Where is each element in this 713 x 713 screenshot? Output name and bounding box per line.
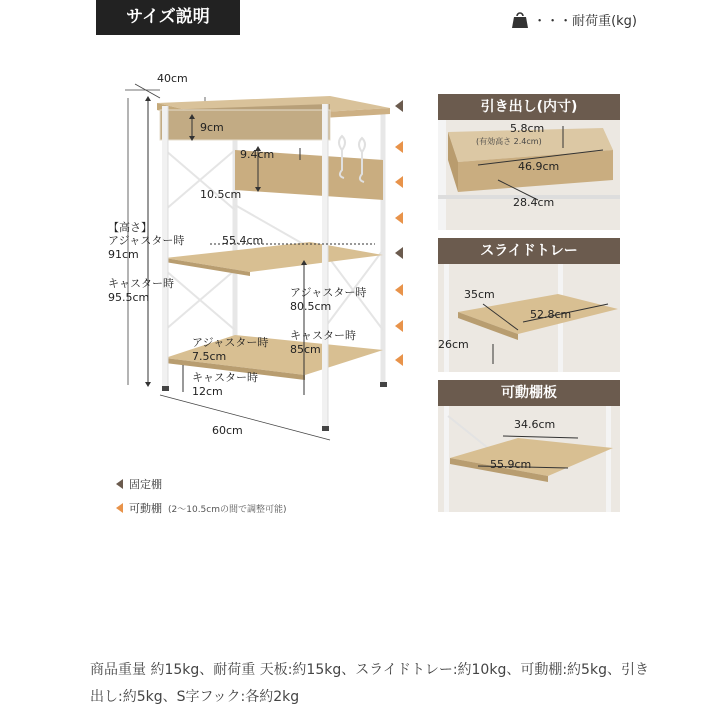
tray-width: 52.8cm	[530, 308, 572, 321]
panel-tray	[438, 264, 620, 372]
movable-marker-3	[395, 212, 403, 224]
load-legend-label: ・・・耐荷重(kg)	[533, 14, 637, 29]
right-adjuster-height: 80.5cm	[290, 300, 332, 313]
drawer-height: 5.8cm	[510, 122, 545, 135]
movable-marker-6	[395, 354, 403, 366]
page-title: サイズ説明	[96, 0, 240, 35]
dim-width-bottom: 60cm	[212, 424, 243, 437]
legend-movable-note: (2〜10.5cmの間で調整可能)	[168, 504, 287, 515]
panel-shelf-title: 可動棚板	[438, 380, 620, 406]
right-caster-label: キャスター時	[290, 329, 356, 342]
panel-drawer-title: 引き出し(内寸)	[438, 94, 620, 120]
panel-drawer	[438, 120, 620, 230]
shelf-depth: 34.6cm	[514, 418, 556, 431]
fixed-marker-top	[395, 100, 403, 112]
dim-width-top: 40cm	[157, 72, 188, 85]
dim-hook-gap: 9.4cm	[240, 148, 275, 161]
dim-drawer-height: 9cm	[200, 121, 224, 134]
drawer-depth: 28.4cm	[513, 196, 555, 209]
panel-tray-title: スライドトレー	[438, 238, 620, 264]
rack-diagram	[95, 60, 425, 450]
drawer-note: (有効高さ 2.4cm)	[476, 137, 542, 146]
movable-marker-1	[395, 141, 403, 153]
footer-weights: 商品重量 約15kg、耐荷重 天板:約15kg、スライドトレー:約10kg、可動棚:約5kg、引き出し:約5kg、S字フック:各約2kg	[90, 662, 649, 705]
adjuster-height: 91cm	[108, 248, 139, 261]
caster-label: キャスター時	[108, 277, 174, 290]
drawer-width: 46.9cm	[518, 160, 560, 173]
dim-upper-gap: 10.5cm	[200, 188, 242, 201]
bottom-caster-label: キャスター時	[192, 371, 258, 384]
panel-shelf	[438, 406, 620, 512]
caster-height: 95.5cm	[108, 291, 150, 304]
shelf-width: 55.9cm	[490, 458, 532, 471]
movable-marker-5	[395, 320, 403, 332]
legend-movable	[116, 500, 287, 516]
right-caster-height: 85cm	[290, 343, 321, 356]
dim-shelf-width: 55.4cm	[222, 234, 264, 247]
movable-marker-2	[395, 176, 403, 188]
bottom-adjuster-height: 7.5cm	[192, 350, 227, 363]
tray-depth: 35cm	[464, 288, 495, 301]
right-adjuster-label: アジャスター時	[290, 286, 367, 299]
bottom-adjuster-label: アジャスター時	[192, 336, 269, 349]
legend-fixed	[116, 476, 162, 492]
weight-icon	[511, 11, 529, 29]
height-label: 【高さ】	[108, 221, 152, 234]
legend-fixed-label: 固定棚	[129, 478, 162, 491]
drawer-front	[160, 110, 330, 140]
legend-movable-label: 可動棚	[129, 502, 162, 515]
movable-triangle-icon	[116, 503, 123, 513]
bottom-caster-height: 12cm	[192, 385, 223, 398]
load-legend	[511, 10, 637, 29]
fixed-triangle-icon	[116, 479, 123, 489]
tray-height: 26cm	[438, 338, 469, 351]
adjuster-label: アジャスター時	[108, 234, 185, 247]
fixed-marker-tray	[395, 247, 403, 259]
movable-marker-4	[395, 284, 403, 296]
